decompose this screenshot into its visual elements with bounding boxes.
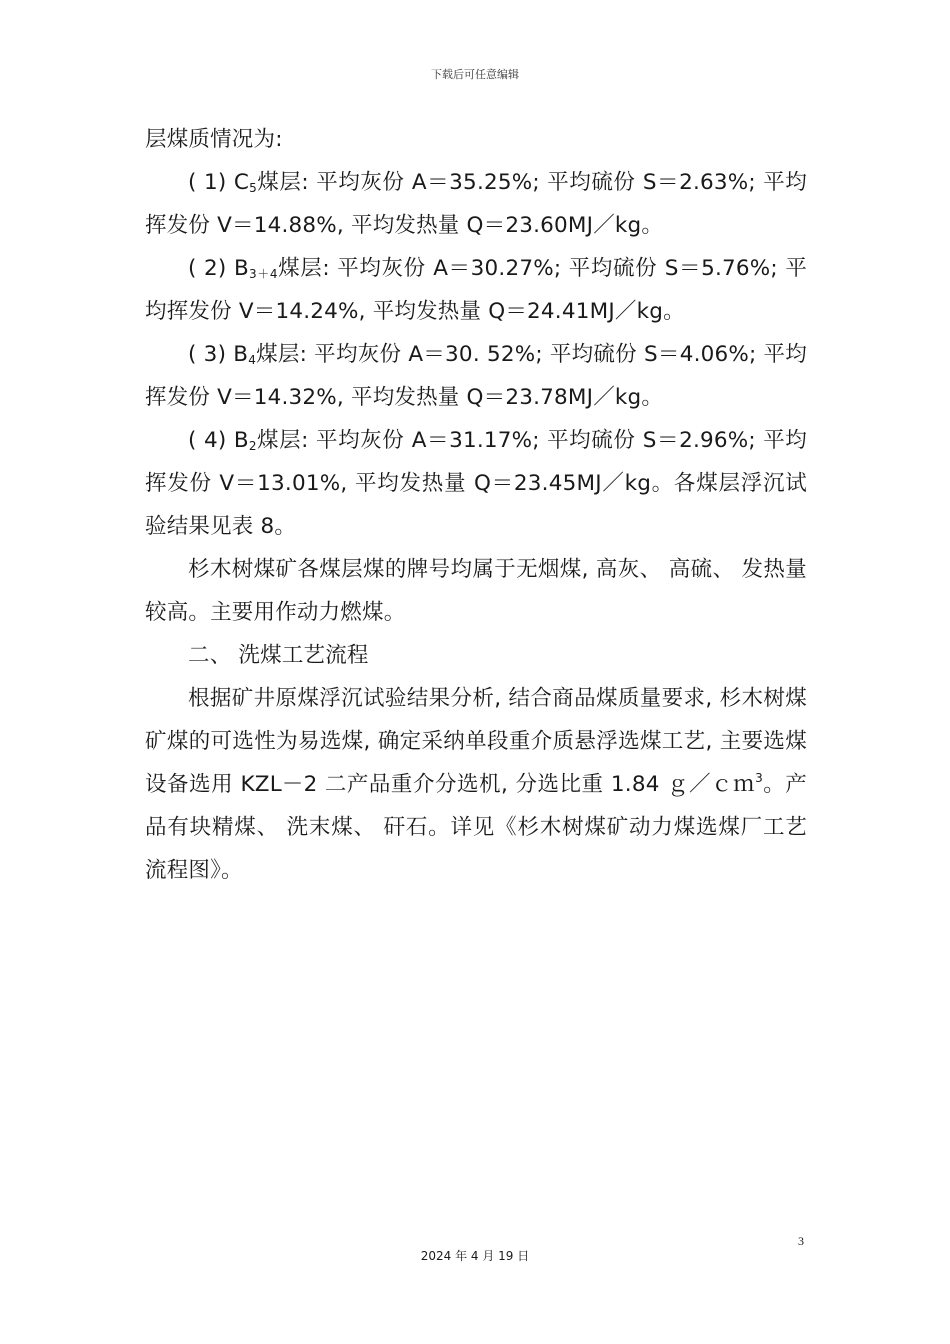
seam-subscript: 2: [248, 439, 257, 453]
page-header: 下载后可任意编辑: [431, 68, 519, 81]
item-prefix: ( 3) B: [188, 342, 249, 367]
page-number: 3: [798, 1234, 804, 1248]
footer-date: 2024 年 4 月 19 日: [420, 1249, 530, 1263]
item-prefix: ( 2) B: [188, 256, 249, 281]
paragraph-process: [145, 677, 807, 892]
paragraph-c5-seam: [145, 161, 807, 247]
unit-superscript: 3: [755, 771, 763, 785]
item-prefix: ( 4) B: [188, 428, 249, 453]
item-body: 煤层: 平均灰份 A＝30. 52%; 平均硫份 S＝4.06%; 平均挥发份 V＝14.32%, 平均发热量 Q＝23.78MJ／kg。: [145, 342, 807, 410]
seam-subscript: 5: [249, 181, 257, 195]
item-prefix: ( 1) C: [188, 170, 250, 195]
paragraph-b4-seam: [145, 333, 807, 419]
process-text: 根据矿井原煤浮沉试验结果分析, 结合商品煤质量要求, 杉木树煤矿煤的可选性为易选煤, 确定采纳单段重介质悬浮选煤工艺, 主要选煤设备选用 KZL－2 二产品重介分选机, 分选比重 1.84 ｇ／ｃｍ: [145, 686, 807, 797]
item-body: 煤层: 平均灰份 A＝30.27%; 平均硫份 S＝5.76%; 平均挥发份 V＝14.24%, 平均发热量 Q＝24.41MJ／kg。: [145, 256, 808, 324]
paragraph-b2-seam: [145, 419, 807, 548]
item-body: 煤层: 平均灰份 A＝35.25%; 平均硫份 S＝2.63%; 平均挥发份 V＝14.88%, 平均发热量 Q＝23.60MJ／kg。: [145, 170, 807, 238]
item-body: 煤层: 平均灰份 A＝31.17%; 平均硫份 S＝2.96%; 平均挥发份 V＝13.01%, 平均发热量 Q＝23.45MJ／kg。各煤层浮沉试验结果见表 8。: [145, 428, 807, 539]
paragraph-b34-seam: [145, 247, 807, 333]
paragraph-coal-rank: 杉木树煤矿各煤层煤的牌号均属于无烟煤, 高灰、 高硫、 发热量较高。主要用作动力燃煤。: [145, 557, 807, 625]
document-body: [145, 118, 807, 892]
seam-subscript: 4: [248, 353, 257, 367]
process-tail: 。产品有块精煤、 洗末煤、 矸石。详见《杉木树煤矿动力煤选煤厂工艺流程图》。: [145, 772, 807, 883]
seam-subscript: 3＋4: [248, 267, 278, 281]
section-heading: 二、 洗煤工艺流程: [188, 643, 369, 668]
paragraph-intro: 层煤质情况为:: [145, 127, 283, 152]
